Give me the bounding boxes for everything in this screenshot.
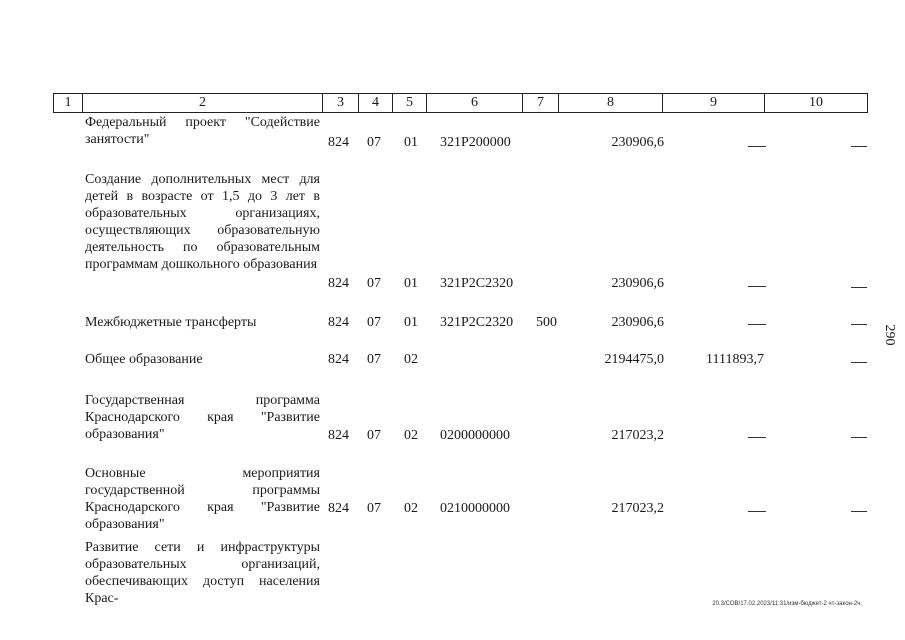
document-footer: 20.3/СОВ/17.02.2023/11:31/изм-бюджет-2 чт-закон-2ч.	[712, 601, 862, 607]
dash-col-10	[851, 437, 867, 438]
header-col-6: 6	[426, 94, 522, 112]
cell-sum: 2194475,0	[604, 352, 664, 367]
row-description: Межбюджетные трансферты	[85, 315, 257, 330]
cell-sum: 217023,2	[611, 428, 664, 443]
cell-rz: 07	[367, 428, 381, 443]
header-col-9: 9	[662, 94, 764, 112]
cell-ved: 824	[328, 276, 349, 291]
cell-pr: 01	[404, 135, 418, 150]
cell-csr: 0200000000	[440, 428, 510, 443]
row-description: Государственная программа Краснодарского края "Развитие образования"	[85, 393, 320, 442]
page-number: 290	[882, 324, 897, 346]
dash-col-10	[851, 146, 867, 147]
dash-col-9	[748, 511, 766, 512]
dash-col-9	[748, 286, 766, 287]
cell-sum: 230906,6	[611, 276, 664, 291]
cell-ved: 824	[328, 352, 349, 367]
header-col-1: 1	[64, 95, 72, 110]
cell-ved: 824	[328, 315, 349, 330]
cell-rz: 07	[367, 501, 381, 516]
header-col-3: 3	[322, 94, 358, 112]
dash-col-9	[748, 437, 766, 438]
cell-sum: 217023,2	[611, 501, 664, 516]
row-description: Основные мероприятия государственной программы Краснодарского края "Развитие образования"	[85, 466, 320, 532]
cell-pr: 01	[404, 276, 418, 291]
cell-csr: 0210000000	[440, 501, 510, 516]
cell-rz: 07	[367, 352, 381, 367]
cell-ved: 824	[328, 135, 349, 150]
cell-pr: 01	[404, 315, 418, 330]
dash-col-9	[748, 324, 766, 325]
cell-sum: 230906,6	[611, 135, 664, 150]
cell-ved: 824	[328, 428, 349, 443]
cell-pr: 02	[404, 501, 418, 516]
cell-rz: 07	[367, 135, 381, 150]
cell-sum: 230906,6	[611, 315, 664, 330]
cell-col-9: 1111893,7	[706, 352, 764, 367]
row-description: Создание дополнительных мест для детей в возрасте от 1,5 до 3 лет в образовательных организациях, осуществляющих образовательную деятельность по образовательным программам дошкольного образования	[85, 172, 320, 272]
row-description: Федеральный проект "Содействие занятости"	[85, 115, 320, 147]
header-col-10: 10	[764, 94, 867, 112]
cell-ved: 824	[328, 501, 349, 516]
cell-pr: 02	[404, 352, 418, 367]
cell-rz: 07	[367, 276, 381, 291]
header-col-7: 7	[522, 94, 558, 112]
cell-csr: 321P2C2320	[440, 315, 514, 330]
table-header	[53, 93, 868, 113]
cell-csr: 321P2C2320	[440, 276, 514, 291]
cell-csr: 321P200000	[440, 135, 511, 150]
dash-col-10	[851, 287, 867, 288]
cell-vr: 500	[536, 315, 557, 330]
row-description: Развитие сети и инфраструктуры образовательных организаций, обеспечивающих доступ населения Крас-	[85, 540, 320, 606]
header-col-5: 5	[392, 94, 426, 112]
dash-col-9	[748, 146, 766, 147]
header-col-8: 8	[558, 94, 662, 112]
header-col-4: 4	[358, 94, 392, 112]
dash-col-10	[851, 511, 867, 512]
row-description: Общее образование	[85, 352, 203, 367]
dash-col-10	[851, 324, 867, 325]
cell-pr: 02	[404, 428, 418, 443]
header-col-2: 2	[82, 94, 322, 112]
cell-rz: 07	[367, 315, 381, 330]
dash-col-10	[851, 362, 867, 363]
